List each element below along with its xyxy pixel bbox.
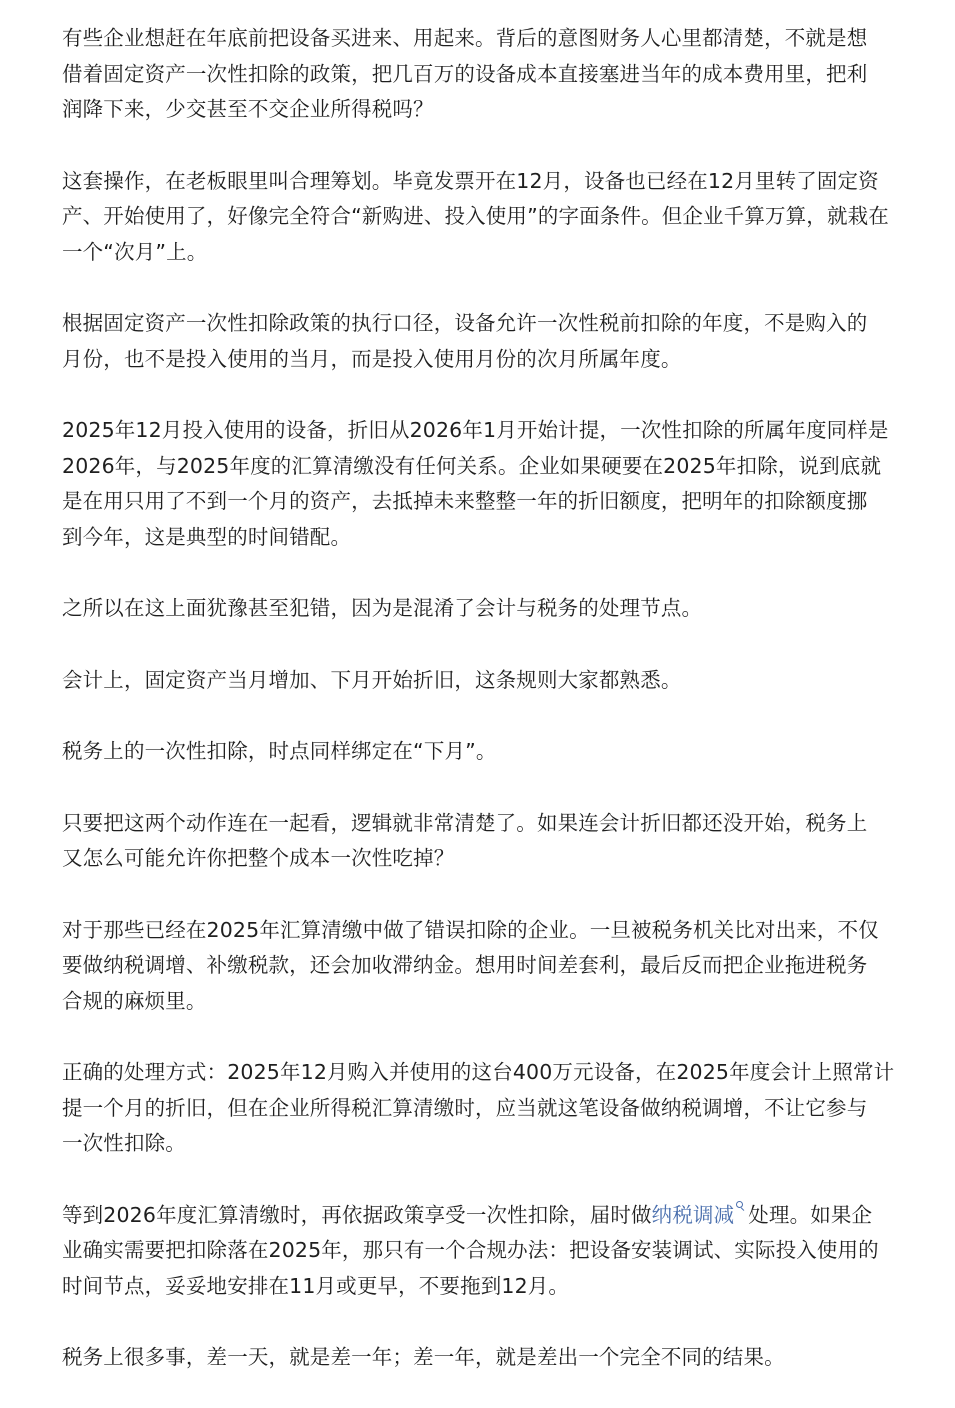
text-line: 税务上的一次性扣除，时点同样绑定在“下月”。: [62, 739, 497, 763]
paragraph-12: [62, 1340, 891, 1376]
text-line: 2026年，与2025年度的汇算清缴没有任何关系。企业如果硬要在2025年扣除，说到底就: [62, 453, 882, 478]
paragraph-4: [62, 413, 891, 555]
text-line: 根据固定资产一次性扣除政策的执行口径，设备允许一次性税前扣除的年度，不是购入的: [62, 311, 868, 335]
text-segment: 处理。如果企: [748, 1202, 873, 1227]
text-line: 合规的麻烦里。: [62, 988, 207, 1013]
paragraph-3: [62, 306, 891, 377]
text-line: 税务上很多事，差一天，就是差一年；差一年，就是差出一个完全不同的结果。: [62, 1345, 785, 1369]
text-line: 正确的处理方式：2025年12月购入并使用的这台400万元设备，在2025年度会计上照常计: [62, 1060, 895, 1084]
paragraph-1: [62, 21, 891, 128]
text-line: 一个“次月”上。: [62, 239, 208, 264]
text-line: 对于那些已经在2025年汇算清缴中做了错误扣除的企业。一旦被税务机关比对出来，不仅: [62, 917, 879, 942]
text-line: 会计上，固定资产当月增加、下月开始折旧，这条规则大家都熟悉。: [62, 667, 682, 692]
paragraph-10: [62, 1055, 895, 1162]
paragraph-8: [62, 806, 891, 877]
paragraph-2: [62, 164, 891, 271]
text-segment: 等到2026年度汇算清缴时，再依据政策享受一次性扣除，届时做: [62, 1202, 652, 1227]
search-icon[interactable]: [736, 1201, 745, 1210]
paragraph-7: [62, 734, 891, 770]
text-line: 业确实需要把扣除落在2025年，那只有一个合规办法：把设备安装调试、实际投入使用的: [62, 1238, 879, 1262]
text-line: 有些企业想赶在年底前把设备买进来、用起来。背后的意图财务人心里都清楚，不就是想: [62, 26, 868, 50]
text-line: 之所以在这上面犹豫甚至犯错，因为是混淆了会计与税务的处理节点。: [62, 596, 703, 620]
paragraph-5: [62, 591, 891, 627]
text-line: 要做纳税调增、补缴税款，还会加收滞纳金。想用时间差套利，最后反而把企业拖进税务: [62, 953, 868, 977]
text-line: 润降下来，少交甚至不交企业所得税吗？: [62, 97, 434, 121]
text-line: 月份，也不是投入使用的当月，而是投入使用月份的次月所属年度。: [62, 346, 682, 371]
text-line: 提一个月的折旧，但在企业所得税汇算清缴时，应当就这笔设备做纳税调增，不让它参与: [62, 1095, 868, 1120]
paragraph-6: [62, 663, 891, 699]
paragraph-9: [62, 913, 891, 1020]
text-line: [62, 1198, 891, 1234]
text-line: 时间节点，妥妥地安排在11月或更早，不要拖到12月。: [62, 1273, 570, 1298]
text-line: 到今年，这是典型的时间错配。: [62, 524, 352, 549]
text-line: 这套操作，在老板眼里叫合理筹划。毕竟发票开在12月，设备也已经在12月里转了固定资: [62, 168, 879, 193]
tax-adjustment-link[interactable]: 纳税调减: [651, 1202, 735, 1227]
text-line: 一次性扣除。: [62, 1131, 186, 1155]
text-line: 借着固定资产一次性扣除的政策，把几百万的设备成本直接塞进当年的成本费用里，把利: [62, 61, 868, 86]
text-line: 产、开始使用了，好像完全符合“新购进、投入使用”的字面条件。但企业千算万算，就栽在: [62, 204, 889, 228]
text-line: 2025年12月投入使用的设备，折旧从2026年1月开始计提，一次性扣除的所属年度同样是: [62, 418, 889, 442]
paragraph-11: [62, 1198, 891, 1305]
text-line: 是在用只用了不到一个月的资产，去抵掉未来整整一年的折旧额度，把明年的扣除额度挪: [62, 489, 868, 513]
text-line: 又怎么可能允许你把整个成本一次性吃掉？: [62, 846, 455, 870]
text-line: 只要把这两个动作连在一起看，逻辑就非常清楚了。如果连会计折旧都还没开始，税务上: [62, 810, 868, 835]
